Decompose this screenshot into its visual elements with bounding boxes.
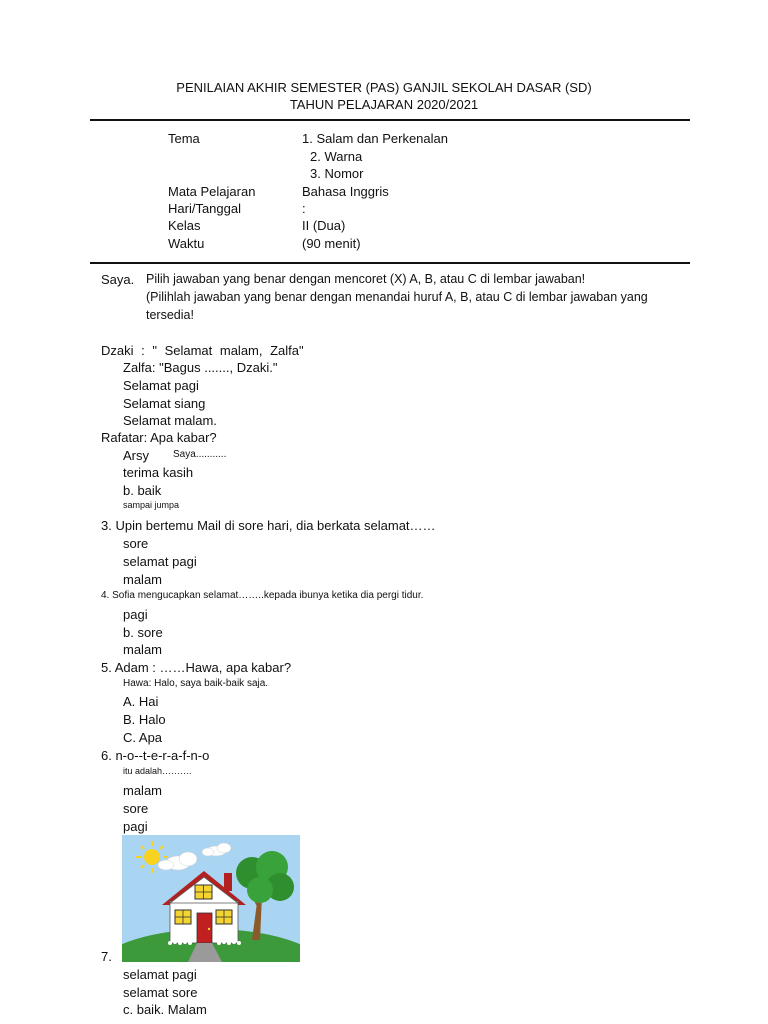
question-6-sub: itu adalah………. bbox=[123, 766, 192, 776]
question-2-option[interactable]: terima kasih bbox=[123, 465, 194, 480]
question-4-option[interactable]: malam bbox=[123, 642, 163, 657]
question-7-number: 7. bbox=[101, 949, 112, 964]
kelas-value: II (Dua) bbox=[302, 218, 346, 233]
tema-value-3: 3. Nomor bbox=[310, 166, 364, 181]
question-4-option[interactable]: pagi bbox=[123, 607, 148, 622]
question-1-option[interactable]: Selamat siang bbox=[123, 396, 206, 411]
question-5-option[interactable]: A. Hai bbox=[123, 694, 159, 709]
instructions-line-3: tersedia! bbox=[146, 308, 194, 322]
question-2-text: Rafatar: Apa kabar? bbox=[101, 430, 217, 445]
question-2-arsy: Arsy bbox=[123, 448, 149, 463]
header-rule-bottom bbox=[90, 262, 690, 264]
waktu-value: (90 menit) bbox=[302, 236, 361, 251]
house-illustration bbox=[122, 835, 300, 962]
instructions-line-2: (Pilihlah jawaban yang benar dengan menandai huruf A, B, atau C di lembar jawaban yang bbox=[146, 290, 648, 304]
question-3-option[interactable]: malam bbox=[123, 572, 163, 587]
question-2-option[interactable]: sampai jumpa bbox=[123, 500, 180, 510]
instructions-line-1: Pilih jawaban yang benar dengan mencoret (X) A, B, atau C di lembar jawaban! bbox=[146, 272, 586, 286]
question-2-saya: Saya........... bbox=[173, 449, 227, 460]
question-5-option[interactable]: C. Apa bbox=[123, 730, 163, 745]
kelas-label: Kelas bbox=[168, 218, 201, 233]
question-3-option[interactable]: sore bbox=[123, 536, 149, 551]
mapel-value: Bahasa Inggris bbox=[302, 184, 389, 199]
question-5-option[interactable]: B. Halo bbox=[123, 712, 166, 727]
question-7-option[interactable]: selamat pagi bbox=[123, 967, 197, 982]
question-1-dialog: Zalfa: "Bagus ......., Dzaki." bbox=[123, 360, 278, 375]
hari-label: Hari/Tanggal bbox=[168, 201, 241, 216]
question-1-option[interactable]: Selamat pagi bbox=[123, 378, 199, 393]
instructions-prefix: Saya. bbox=[101, 272, 135, 287]
hari-value: : bbox=[302, 201, 306, 216]
question-7-option[interactable]: selamat sore bbox=[123, 985, 198, 1000]
question-1-option[interactable]: Selamat malam. bbox=[123, 413, 217, 428]
tema-value-1: 1. Salam dan Perkenalan bbox=[302, 131, 448, 146]
tema-label: Tema bbox=[168, 131, 200, 146]
question-6-option[interactable]: malam bbox=[123, 783, 163, 798]
question-3-option[interactable]: selamat pagi bbox=[123, 554, 197, 569]
question-5-text: 5. Adam : ……Hawa, apa kabar? bbox=[101, 660, 292, 675]
question-4-text: 4. Sofia mengucapkan selamat……..kepada ibunya ketika dia pergi tidur. bbox=[101, 590, 424, 601]
doc-title: PENILAIAN AKHIR SEMESTER (PAS) GANJIL SEKOLAH DASAR (SD) bbox=[176, 80, 592, 95]
waktu-label: Waktu bbox=[168, 236, 205, 251]
question-6-text: 6. n-o--t-e-r-a-f-n-o bbox=[101, 748, 210, 763]
question-5-reply: Hawa: Halo, saya baik-baik saja. bbox=[123, 678, 269, 689]
header-rule-top bbox=[90, 119, 690, 121]
tema-value-2: 2. Warna bbox=[310, 149, 363, 164]
question-1-text: Dzaki : " Selamat malam, Zalfa" bbox=[101, 343, 304, 358]
question-3-text: 3. Upin bertemu Mail di sore hari, dia berkata selamat…… bbox=[101, 518, 436, 533]
doc-subtitle: TAHUN PELAJARAN 2020/2021 bbox=[289, 97, 479, 112]
question-2-option[interactable]: b. baik bbox=[123, 483, 162, 498]
mapel-label: Mata Pelajaran bbox=[168, 184, 256, 199]
question-6-option[interactable]: pagi bbox=[123, 819, 148, 834]
question-4-option[interactable]: b. sore bbox=[123, 625, 163, 640]
question-7-option[interactable]: c. baik. Malam bbox=[123, 1002, 207, 1017]
question-6-option[interactable]: sore bbox=[123, 801, 149, 816]
